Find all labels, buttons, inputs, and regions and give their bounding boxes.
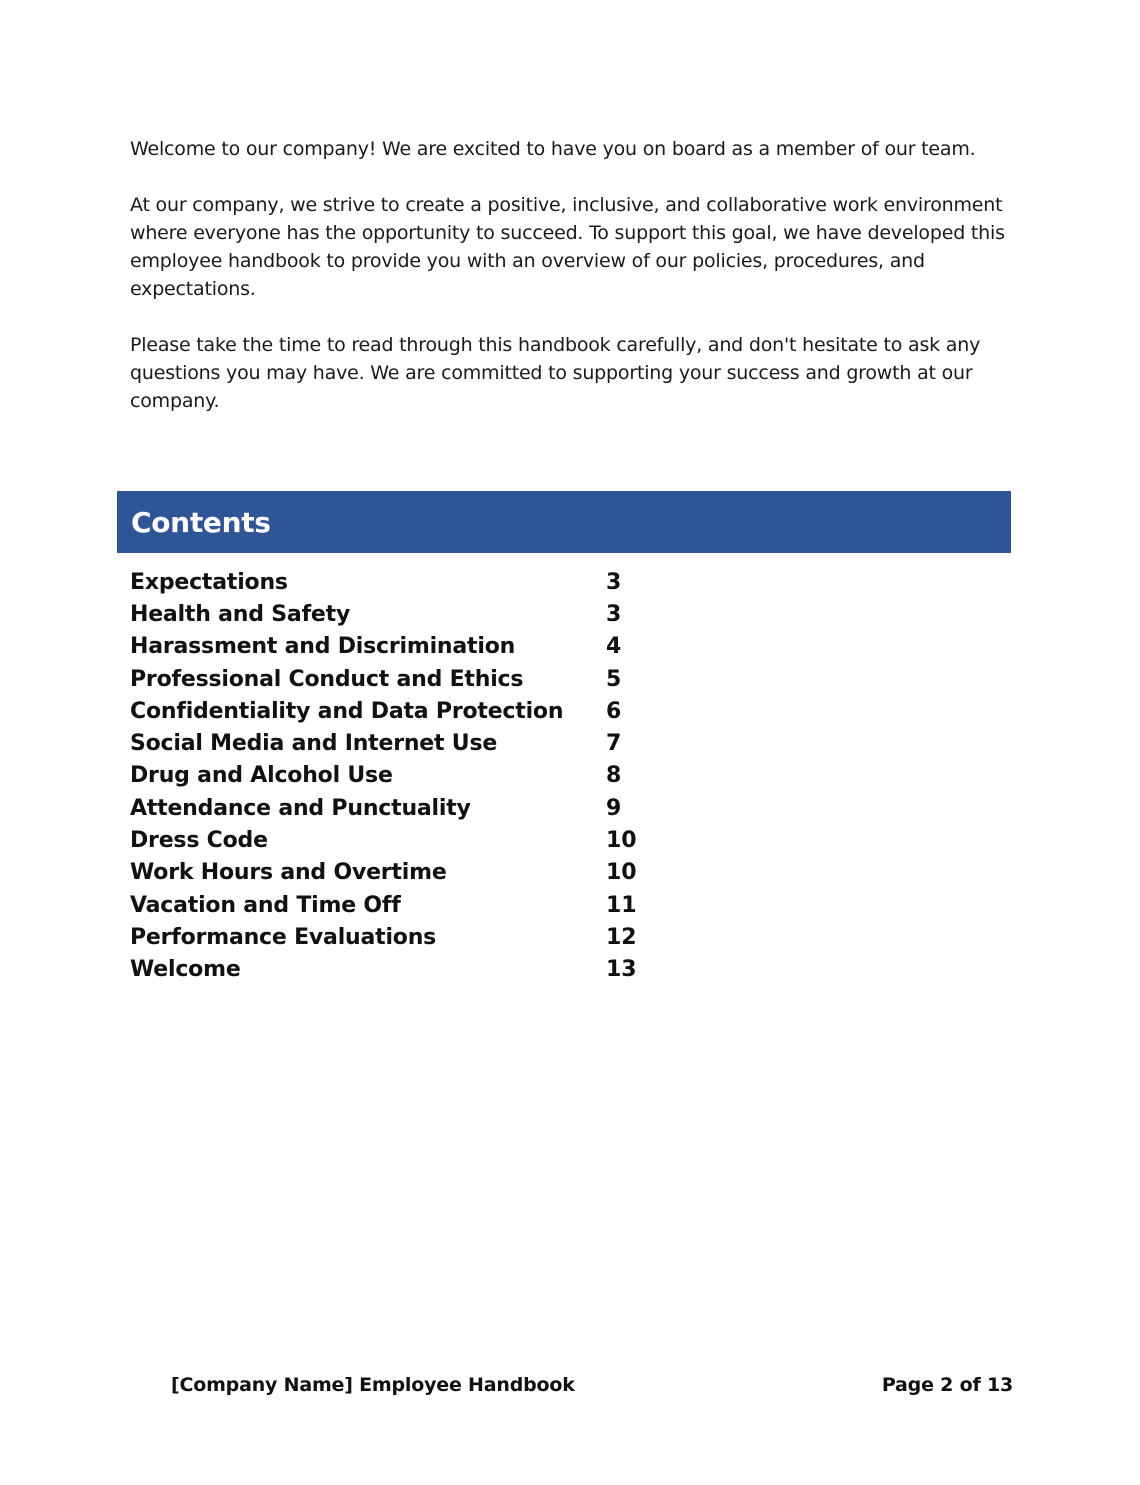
toc-entry[interactable] [130, 663, 690, 695]
toc-entry-page: 7 [606, 731, 622, 757]
toc-entry-title: Performance Evaluations [130, 924, 437, 950]
toc-entry-title: Social Media and Internet Use [130, 731, 498, 757]
toc-entry[interactable] [130, 695, 690, 727]
toc-entry-page: 8 [606, 763, 622, 789]
toc-entry-title: Harassment and Discrimination [130, 634, 516, 660]
toc-entry-title: Vacation and Time Off [130, 892, 401, 918]
table-of-contents [130, 566, 690, 986]
contents-banner [117, 491, 1011, 553]
toc-entry-page: 5 [606, 666, 622, 692]
toc-entry-title: Attendance and Punctuality [130, 795, 471, 821]
toc-entry[interactable] [130, 857, 690, 889]
toc-entry[interactable] [130, 566, 690, 598]
toc-entry-title: Health and Safety [130, 601, 351, 627]
toc-entry-title: Professional Conduct and Ethics [130, 666, 524, 692]
intro-paragraph-read-handbook: Please take the time to read through this handbook carefully, and don't hesitate to ask any questions you may have. We are committed to supporting your success and growth at our company. [130, 334, 981, 412]
toc-entry-title: Work Hours and Overtime [130, 860, 447, 886]
toc-entry-page: 12 [606, 924, 637, 950]
toc-entry-page: 9 [606, 795, 622, 821]
toc-entry[interactable] [130, 792, 690, 824]
toc-entry-title: Confidentiality and Data Protection [130, 698, 564, 724]
toc-entry-title: Dress Code [130, 828, 268, 854]
footer-document-title: [Company Name] Employee Handbook [171, 1374, 575, 1396]
toc-entry[interactable] [130, 824, 690, 856]
toc-entry-page: 6 [606, 698, 622, 724]
contents-heading: Contents [131, 505, 271, 539]
toc-entry[interactable] [130, 954, 690, 986]
footer-page-indicator: Page 2 of 13 [881, 1374, 1013, 1396]
intro-section [130, 135, 1010, 443]
toc-entry[interactable] [130, 598, 690, 630]
toc-entry-page: 3 [606, 601, 622, 627]
toc-entry[interactable] [130, 921, 690, 953]
toc-entry-title: Expectations [130, 569, 288, 595]
toc-entry-page: 10 [606, 828, 637, 854]
toc-entry-title: Welcome [130, 957, 241, 983]
toc-entry-title: Drug and Alcohol Use [130, 763, 393, 789]
toc-entry-page: 10 [606, 860, 637, 886]
toc-entry[interactable] [130, 889, 690, 921]
intro-paragraph-welcome: Welcome to our company! We are excited to have you on board as a member of our team. [130, 138, 976, 160]
toc-entry[interactable] [130, 760, 690, 792]
toc-entry-page: 3 [606, 569, 622, 595]
toc-entry-page: 4 [606, 634, 622, 660]
toc-entry[interactable] [130, 631, 690, 663]
toc-entry-page: 11 [606, 892, 637, 918]
toc-entry-page: 13 [606, 957, 637, 983]
toc-entry[interactable] [130, 727, 690, 759]
intro-paragraph-environment: At our company, we strive to create a positive, inclusive, and collaborative work environment where everyone has the opportunity to succeed. To support this goal, we have developed this employee handbook to provide you with an overview of our policies, procedures, and expectations. [130, 194, 1005, 300]
